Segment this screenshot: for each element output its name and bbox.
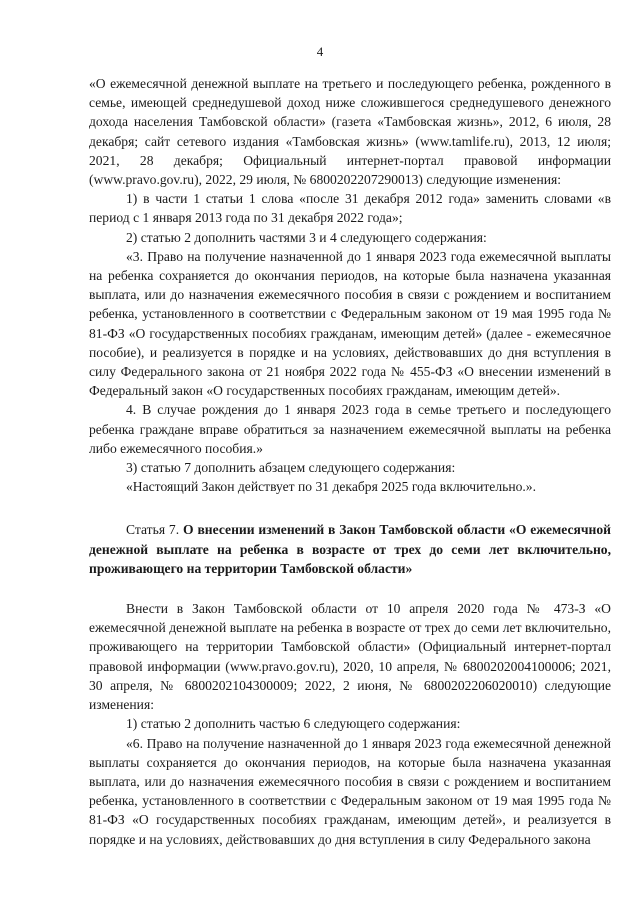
article-7-label: Статья 7. — [126, 522, 180, 538]
paragraph-part-6: «6. Право на получение назначенной до 1 января 2023 года ежемесячной денежной выплаты сохраняется до окончания периодов, на которые была назначена указанная выплата, или до назначения ежемесячного пособия в связи с рождением и воспитанием ребенка, установленного в соответствии с Федеральным законом от 19 мая 1995 года № 81-ФЗ «О государственных пособиях гражданам, имеющим детей», и реализуется в порядке и на условиях, действовавших до дня вступления в силу Федерального закона — [89, 735, 611, 847]
paragraph-item-1-article-7: 1) статью 2 дополнить частью 6 следующего содержания: — [126, 716, 461, 732]
page-number: 4 — [316, 44, 324, 59]
paragraph-item-1: 1) в части 1 статьи 1 слова «после 31 декабря 2012 года» заменить словами «в период с 1 января 2013 года по 31 декабря 2022 года»; — [89, 191, 611, 226]
spacer — [89, 496, 611, 520]
spacer — [89, 578, 611, 599]
paragraph-validity-clause: «Настоящий Закон действует по 31 декабря 2025 года включительно.». — [126, 479, 536, 495]
paragraph-item-2: 2) статью 2 дополнить частями 3 и 4 следующего содержания: — [126, 229, 487, 245]
paragraph-law-title-continuation: «О ежемесячной денежной выплате на третьего и последующего ребенка, рожденного в семье, имеющей среднедушевой доход ниже сложившегося среднедушевого денежного дохода населения Тамбовской области» (газета «Тамбовская жизнь», 2012, 6 июля, 28 декабря; сайт сетевого издания «Тамбовская жизнь» (www.tamlife.ru), 2013, 12 июля; 2021, 28 декабря; Официальный интернет-портал правовой информации (www.pravo.gov.ru), 2022, 29 июля, № 6800202207290013) следующие изменения: — [89, 76, 611, 188]
article-7-title: О внесении изменений в Закон Тамбовской области «О ежемесячной денежной выплате на ребенка в возрасте от трех до семи лет включительно, проживающего на территории Тамбовской области» — [89, 522, 611, 576]
paragraph-amend-law-473: Внести в Закон Тамбовской области от 10 апреля 2020 года № 473-З «О ежемесячной денежной выплате на ребенка в возрасте от трех до семи лет включительно, проживающего на территории Тамбовской области» (Официальный интернет-портал правовой информации (www.pravo.gov.ru), 2020, 10 апреля, № 6800202004100006; 2021, 30 апреля, № 6800202104300009; 2022, 2 июня, № 6800202206020010) следующие изменения: — [89, 601, 611, 713]
document-body — [89, 74, 611, 849]
paragraph-part-4: 4. В случае рождения до 1 января 2023 года в семье третьего и последующего ребенка граждане вправе обратиться за назначением ежемесячной выплаты на ребенка либо ежемесячного пособия.» — [89, 402, 611, 456]
paragraph-part-3: «3. Право на получение назначенной до 1 января 2023 года ежемесячной выплаты на ребенка сохраняется до окончания периодов, на которые была назначена указанная выплата, или до назначения ежемесячного пособия в связи с рождением и воспитанием ребенка, установленного в соответствии с Федеральным законом от 19 мая 1995 года № 81-ФЗ «О государственных пособиях гражданам, имеющим детей» (далее - ежемесячное пособие), и реализуется в порядке и на условиях, действовавших до дня вступления в силу Федерального закона от 21 ноября 2022 года № 455-ФЗ «О внесении изменений в Федеральный закон «О государственных пособиях гражданам, имеющим детей». — [89, 248, 611, 399]
article-7-heading — [89, 520, 611, 578]
paragraph-item-3: 3) статью 7 дополнить абзацем следующего содержания: — [126, 460, 456, 476]
